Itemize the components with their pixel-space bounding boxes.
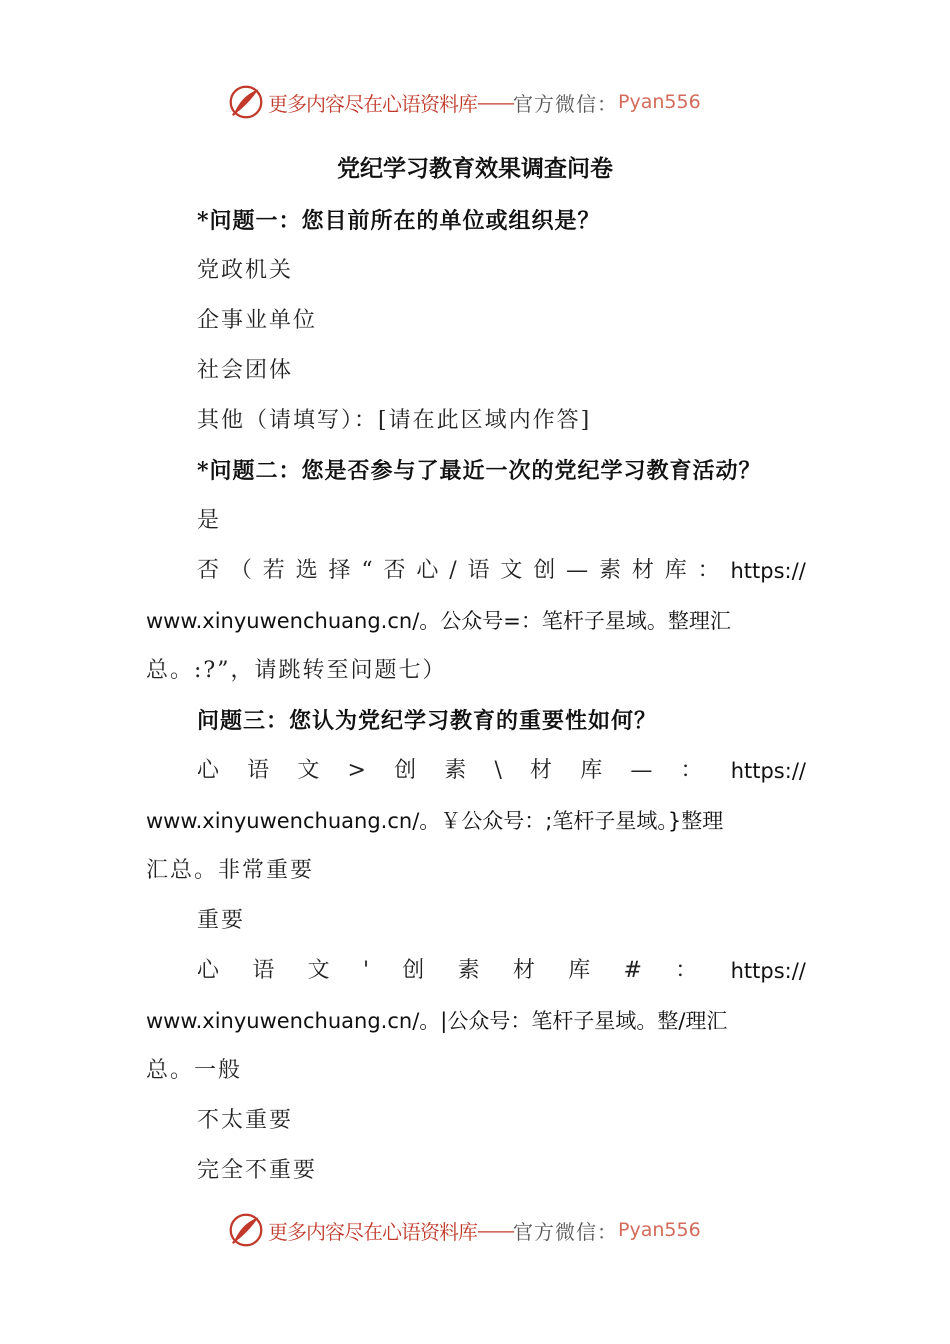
justified-char: # [623,958,642,983]
justified-char: 库 [580,758,603,783]
justified-char: ： [675,958,698,983]
justified-char: ： [680,758,703,783]
justified-char: 选 [295,558,318,583]
q3-option-a-line-2: www.xinyuwenchuang.cn/。￥公众号：;笔杆子星域。}整理 [146,809,724,833]
justified-char: — [566,558,589,583]
justified-char: 心 [197,758,220,783]
justified-char: 创 [533,558,556,583]
banner-separator: —— [477,1218,513,1242]
justified-char: 创 [394,758,417,783]
q1-option-2: 企事业单位 [197,308,318,333]
banner-wechat-id: Pyan556 [618,1219,701,1241]
banner-wechat-id: Pyan556 [618,91,701,113]
justified-char: 语 [252,958,275,983]
justified-char: https:// [730,959,806,983]
q3-option-c-line-2: www.xinyuwenchuang.cn/。|公众号：笔杆子星域。整/理汇 [146,1009,728,1033]
q3-option-a-line-1 [146,746,806,796]
justified-char: （ [229,558,252,583]
justified-char: ' [362,958,369,983]
justified-char: — [630,758,653,783]
q2-option-yes: 是 [197,508,222,533]
q3-option-e: 完全不重要 [197,1158,318,1183]
justified-char: / [449,558,457,583]
justified-char: 材 [631,558,654,583]
banner-wechat-label: 官方微信： [513,91,618,116]
document-title: 党纪学习教育效果调查问卷 [337,155,613,182]
q1-option-3: 社会团体 [197,358,294,383]
justified-char: ： [697,558,720,583]
justified-char: 文 [307,958,330,983]
justified-char: 语 [467,558,490,583]
banner-main-text: 更多内容尽在心语资料库 [268,91,477,116]
banner-wechat-label: 官方微信： [513,1219,618,1244]
justified-char: 素 [457,958,480,983]
justified-char: 创 [402,958,425,983]
justified-char: 库 [664,558,687,583]
justified-char: https:// [730,559,806,583]
justified-char: 心 [416,558,439,583]
justified-char: 否 [197,558,220,583]
justified-char: 若 [262,558,285,583]
q1-option-4: 其他（请填写）：[请在此区域内作答] [197,408,592,433]
q3-option-d: 不太重要 [197,1108,294,1133]
justified-char: 文 [500,558,523,583]
footer-banner [228,1210,701,1250]
q3-option-c-line-1 [146,946,806,996]
justified-char: > [347,758,366,783]
justified-char: 语 [247,758,270,783]
q2-option-no-line-2: www.xinyuwenchuang.cn/。公众号=：笔杆子星域。整理汇 [146,609,731,633]
justified-char: 材 [512,958,535,983]
header-banner [228,82,701,122]
quill-pen-logo-icon [228,1212,264,1248]
q2-option-no-line-3: 总。:?”，请跳转至问题七） [146,658,447,683]
justified-char: 素 [599,558,622,583]
q1-option-1: 党政机关 [197,258,294,283]
justified-char: \ [494,758,502,783]
q3-option-b: 重要 [197,908,246,933]
justified-char: 否 [383,558,406,583]
q3-option-a-line-3: 汇总。非常重要 [146,858,315,883]
banner-separator: —— [477,90,513,114]
question-2: *问题二：您是否参与了最近一次的党纪学习教育活动？ [197,458,762,484]
quill-pen-logo-icon [228,84,264,120]
q2-option-no-line-1 [146,546,806,596]
question-1: *问题一：您目前所在的单位或组织是？ [197,208,601,234]
justified-char: 素 [444,758,467,783]
justified-char: “ [361,558,373,583]
q3-option-c-line-3: 总。一般 [146,1058,243,1083]
justified-char: 材 [530,758,553,783]
justified-char: https:// [730,759,806,783]
justified-char: 择 [328,558,351,583]
justified-char: 库 [568,958,591,983]
question-3: 问题三：您认为党纪学习教育的重要性如何？ [197,708,658,734]
survey-body [146,196,806,1196]
justified-char: 文 [297,758,320,783]
banner-main-text: 更多内容尽在心语资料库 [268,1219,477,1244]
justified-char: 心 [197,958,220,983]
